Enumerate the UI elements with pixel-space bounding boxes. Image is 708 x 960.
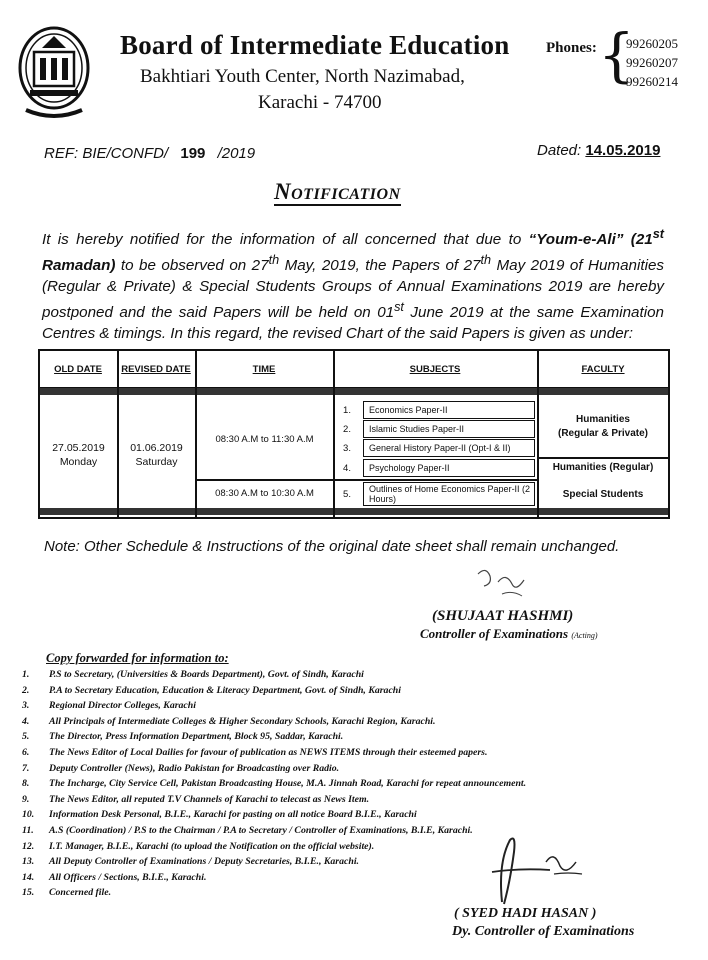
faculty-divider <box>538 457 668 459</box>
phone-number: 99260205 <box>626 36 678 51</box>
notification-body <box>42 224 664 344</box>
old-day: Monday <box>59 456 98 468</box>
faculty-line: Humanities <box>576 414 630 425</box>
copy-list-item <box>22 698 582 714</box>
body-sup: th <box>268 253 280 268</box>
table-band-bottom <box>40 508 668 515</box>
table-header <box>40 351 668 389</box>
copy-item-text: Concerned file. <box>49 887 112 899</box>
copy-list-item <box>22 761 582 777</box>
subject-number: 3. <box>343 442 351 454</box>
copy-item-text: I.T. Manager, B.I.E., Karachi (to upload the Notification on the official website). <box>49 840 375 852</box>
copy-list-item <box>22 807 582 823</box>
copy-item-text: The Incharge, City Service Cell, Pakistan Broadcasting House, M.A. Jinnah Road, Karachi for repeat announcement. <box>49 778 527 790</box>
subject-name: Economics Paper-II <box>363 401 535 419</box>
copy-item-text: P.S to Secretary, (Universities & Boards Department), Govt. of Sindh, Karachi <box>49 669 364 680</box>
copy-item-number: 7. <box>22 762 30 774</box>
copy-item-text: Regional Director Colleges, Karachi <box>49 700 196 712</box>
copy-item-text: The News Editor, all reputed T.V Channels of Karachi to telecast as News Item. <box>49 793 370 805</box>
controller-title-text: Controller of Examinations <box>420 626 569 641</box>
copy-item-text: All Principals of Intermediate Colleges & Higher Secondary Schools, Karachi Region, Karachi. <box>49 715 436 727</box>
revised-schedule-table <box>38 349 670 519</box>
subject-number: 5. <box>343 488 351 500</box>
copy-item-number: 2. <box>22 684 30 696</box>
copy-list-item <box>22 729 582 745</box>
table-divider <box>117 351 119 517</box>
board-logo-seal <box>16 22 92 122</box>
subject-name: General History Paper-II (Opt-I & II) <box>363 439 535 457</box>
header-old-date: OLD DATE <box>54 363 102 375</box>
phone-brace: { <box>598 21 635 89</box>
time-slot-1: 08:30 A.M to 11:30 A.M <box>215 434 314 445</box>
dated-value: 14.05.2019 <box>585 142 661 159</box>
copy-item-number: 10. <box>22 809 35 821</box>
phone-numbers <box>626 34 678 91</box>
revised-date: 01.06.2019 <box>130 442 183 454</box>
org-address-line2: Karachi - 74700 <box>258 92 382 113</box>
header-subjects: SUBJECTS <box>409 363 461 375</box>
phone-number: 99260214 <box>626 74 678 89</box>
notification-title: Notification <box>274 179 401 204</box>
header-revised-date: REVISED DATE <box>121 363 191 375</box>
copy-list-item <box>22 683 582 699</box>
ref-label: REF: BIE/CONFD/ <box>44 145 169 162</box>
revised-day: Saturday <box>135 456 178 468</box>
ref-number: 199 <box>180 145 206 162</box>
body-text-part: May 2019 of Humanities (Regular & Private) & Special Students Groups of Annual Examinations 2019 are hereby postponed and the said Papers will be held on 01 <box>42 257 664 322</box>
copy-item-text: All Deputy Controller of Examinations / Deputy Secretaries, B.I.E., Karachi. <box>49 856 359 868</box>
org-title: Board of Intermediate Education <box>120 30 510 60</box>
copy-item-text: Information Desk Personal, B.I.E., Karachi for pasting on all notice Board B.I.E., Karachi <box>49 809 417 821</box>
deputy-name: ( SYED HADI HASAN ) <box>454 906 597 921</box>
phones-label: Phones: <box>546 40 597 56</box>
faculty-special-students: Special Students <box>562 489 644 500</box>
org-address-line1: Bakhtiari Youth Center, North Nazimabad, <box>140 66 465 87</box>
old-date: 27.05.2019 <box>52 442 105 454</box>
subject-name: Psychology Paper-II <box>363 459 535 477</box>
body-sup: th <box>480 253 492 268</box>
note: Note: Other Schedule & Instructions of the original date sheet shall remain unchanged. <box>44 538 620 555</box>
copy-item-text: P.A to Secretary Education, Education & Literacy Department, Govt. of Sindh, Karachi <box>49 684 401 696</box>
body-text-part: June 2019 at the same Examination Centres & timings. In this regard, the revised Chart of the said Papers is given as under: <box>42 304 664 343</box>
deputy-title: Dy. Controller of Examinations <box>452 924 635 939</box>
copy-item-number: 8. <box>22 778 30 790</box>
copy-item-number: 4. <box>22 715 30 727</box>
revised-date-cell <box>118 441 195 469</box>
body-sup: st <box>394 300 404 315</box>
header-time: TIME <box>252 363 276 375</box>
copy-item-text: A.S (Coordination) / P.S to the Chairman / P.A to Secretary / Controller of Examinations, B.I.E, Karachi. <box>49 824 473 836</box>
time-row-divider <box>196 479 537 481</box>
subject-number: 2. <box>343 423 351 435</box>
dated-label: Dated: <box>537 142 582 159</box>
copy-item-text: Deputy Controller (News), Radio Pakistan for Broadcasting over Radio. <box>49 762 340 774</box>
copy-list-item <box>22 714 582 730</box>
subject-number: 4. <box>343 462 351 474</box>
ref-year: /2019 <box>217 145 256 162</box>
copy-item-number: 11. <box>22 824 34 836</box>
reference-number <box>44 145 255 162</box>
controller-signature <box>472 564 532 604</box>
table-band-top <box>40 388 668 395</box>
body-sup: st <box>652 227 665 241</box>
copy-item-number: 13. <box>22 856 35 868</box>
copy-item-number: 15. <box>22 887 35 899</box>
copy-item-number: 1. <box>22 669 30 680</box>
copy-item-number: 6. <box>22 746 30 758</box>
faculty-line: (Regular & Private) <box>557 428 649 439</box>
body-event: “Youm-e-Ali” (21 <box>528 231 653 249</box>
copy-item-text: All Officers / Sections, B.I.E., Karachi. <box>49 871 207 883</box>
copy-list-item <box>22 667 582 683</box>
controller-title <box>420 626 598 642</box>
body-text-part: It is hereby notified for the information of all concerned that due to <box>42 231 529 249</box>
old-date-cell <box>40 441 117 469</box>
copy-item-number: 14. <box>22 871 35 883</box>
body-text-part: May, 2019, the Papers of 27 <box>279 257 481 275</box>
copy-item-number: 3. <box>22 700 30 712</box>
subject-name: Islamic Studies Paper-II <box>363 420 535 438</box>
copy-list-item <box>22 745 582 761</box>
copy-item-number: 12. <box>22 840 35 852</box>
faculty-humanities-regular-private <box>538 413 668 441</box>
body-text-part: to be observed on 27 <box>115 257 269 275</box>
copy-forwarded-heading: Copy forwarded for information to: <box>46 651 229 665</box>
header-faculty: FACULTY <box>581 363 625 375</box>
copy-list-item <box>22 792 582 808</box>
copy-item-number: 9. <box>22 793 30 805</box>
dated <box>537 142 660 159</box>
deputy-signature <box>480 832 590 910</box>
copy-item-number: 5. <box>22 731 30 743</box>
copy-item-text: The Director, Press Information Department, Block 95, Saddar, Karachi. <box>49 731 344 743</box>
phone-number: 99260207 <box>626 55 678 70</box>
body-event-end: Ramadan) <box>42 257 116 275</box>
controller-name: (SHUJAAT HASHMI) <box>432 608 574 624</box>
copy-list-item <box>22 776 582 792</box>
faculty-humanities-regular: Humanities (Regular) <box>552 462 654 473</box>
copy-item-text: The News Editor of Local Dailies for favour of publication as NEWS ITEMS through their esteemed papers. <box>49 746 488 758</box>
controller-acting: (Acting) <box>571 631 598 640</box>
subject-name: Outlines of Home Economics Paper-II (2 Hours) <box>363 482 535 506</box>
subject-number: 1. <box>343 404 351 416</box>
time-slot-2: 08:30 A.M to 10:30 A.M <box>215 488 314 499</box>
